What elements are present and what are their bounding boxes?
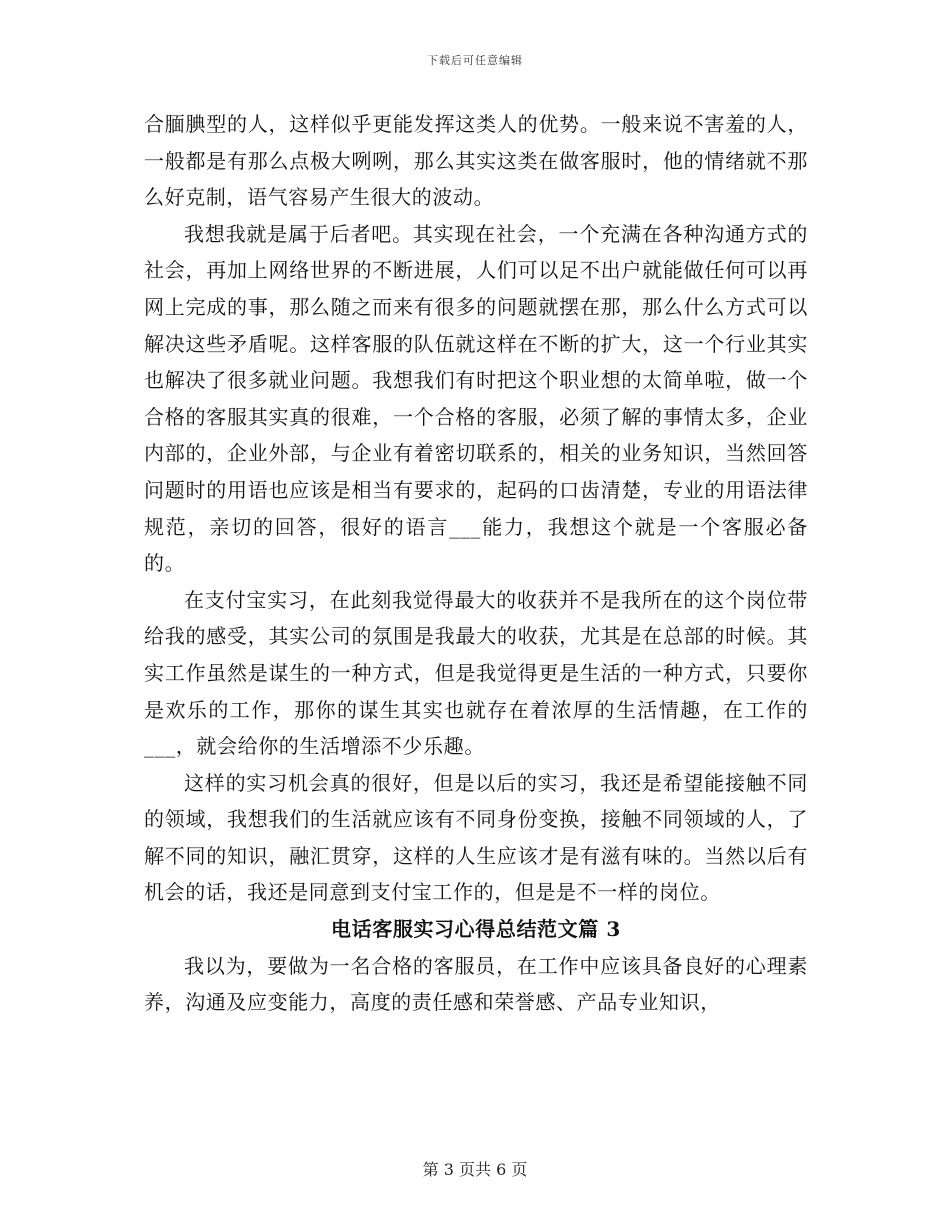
paragraph: 我想我就是属于后者吧。其实现在社会，一个充满在各种沟通方式的社会，再加上网络世界的不断进展，人们可以足不出户就能做任何可以再网上完成的事，那么随之而来有很多的问题就摆在那，那么什么方式可以解决这些矛盾呢。这样客服的队伍就这样在不断的扩大，这一个行业其实也解决了很多就业问题。我想我们有时把这个职业想的太简单啦，做一个合格的客服其实真的很难，一个合格的客服，必须了解的事情太多，企业内部的，企业外部，与企业有着密切联系的，相关的业务知识，当然回答问题时的用语也应该是相当有要求的，起码的口齿清楚，专业的用语法律规范，亲切的回答，很好的语言___能力，我想这个就是一个客服必备的。 — [144, 221, 808, 576]
paragraph: 在支付宝实习，在此刻我觉得最大的收获并不是我所在的这个岗位带给我的感受，其实公司的氛围是我最大的收获，尤其是在总部的时候。其实工作虽然是谋生的一种方式，但是我觉得更是生活的一种方式，只要你是欢乐的工作，那你的谋生其实也就存在着浓厚的生活情趣，在工作的___，就会给你的生活增添不少乐趣。 — [144, 587, 808, 759]
section-title: 电话客服实习心得总结范文篇 3 — [331, 917, 621, 942]
paragraph: 这样的实习机会真的很好，但是以后的实习，我还是希望能接触不同的领域，我想我们的生活就应该有不同身份变换，接触不同领域的人，了解不同的知识，融汇贯穿，这样的人生应该才是有滋有味的。当然以后有机会的话，我还是同意到支付宝工作的，但是是不一样的岗位。 — [144, 770, 808, 905]
paragraph-continued: 合腼腆型的人，这样似乎更能发挥这类人的优势。一般来说不害羞的人，一般都是有那么点极大咧咧，那么其实这类在做客服时，他的情绪就不那么好克制，语气容易产生很大的波动。 — [144, 112, 808, 210]
page-header-note: 下载后可任意编辑 — [427, 54, 523, 67]
paragraph: 我以为，要做为一名合格的客服员，在工作中应该具备良好的心理素养，沟通及应变能力，高度的责任感和荣誉感、产品专业知识， — [144, 953, 808, 1015]
page-number-footer: 第 3 页共 6 页 — [422, 1160, 528, 1179]
document-body — [144, 106, 808, 1021]
